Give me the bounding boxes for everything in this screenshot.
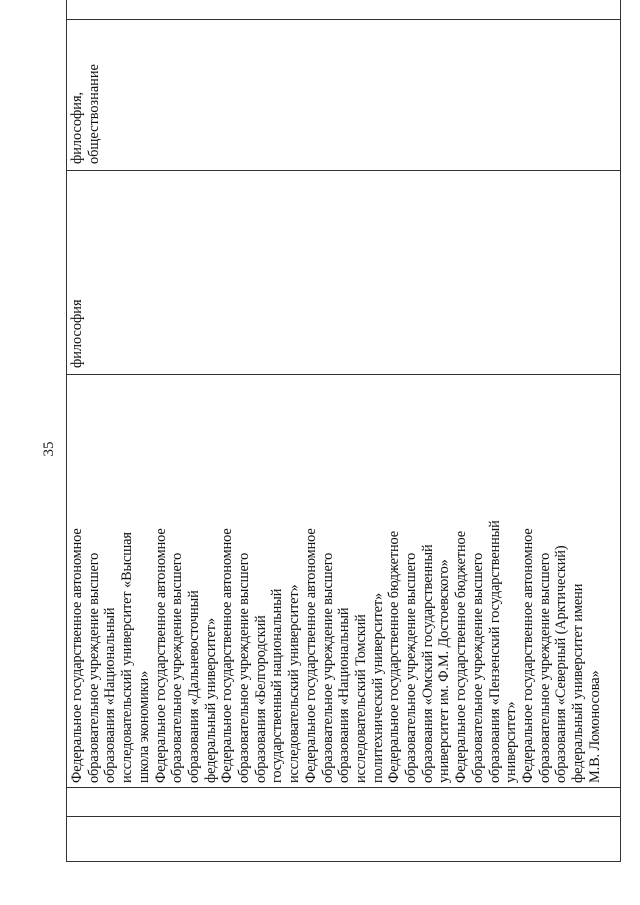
organization-line: образования «Омский государственный (419, 544, 436, 783)
table-row (67, 0, 621, 862)
organization-line: университет» (503, 701, 520, 783)
empty-cell (67, 817, 621, 862)
organization-line: исследовательский Томский (352, 614, 369, 783)
organization-line: М.В. Ломоносова» (586, 670, 603, 783)
page-number: 35 (41, 441, 57, 457)
organization-line: образования «Дальневосточный (185, 590, 202, 783)
organization-line: образовательное учреждение высшего (236, 552, 253, 783)
empty-cell (67, 788, 621, 817)
organization-line: государственный национальный (269, 588, 286, 783)
organization-line: образования «Пензенский государственный (486, 520, 503, 783)
organization-line: образования «Северный (Арктический) (553, 545, 570, 783)
mark-text (69, 0, 101, 15)
organization-line: Федеральное государственное автономное (519, 528, 536, 783)
organization-line: образовательное учреждение высшего (169, 552, 186, 783)
organization-line: Федеральное государственное автономное (152, 528, 169, 783)
subject-line: обществознание (85, 64, 102, 164)
organization-line: Федеральное государственное бюджетное (386, 531, 403, 783)
organization-line: политехнический университет» (369, 592, 386, 783)
organizations-list (69, 379, 604, 783)
organization-line: исследовательский университет «Высшая (119, 532, 136, 783)
subject-line: философия, (69, 91, 85, 164)
organization-line: образования «Национальный (102, 607, 119, 783)
science-cell (67, 171, 621, 375)
data-table (66, 0, 621, 862)
organization-line: школа экономики» (135, 670, 152, 783)
subjects-text (69, 24, 102, 166)
organization-line: образовательное учреждение высшего (536, 552, 553, 783)
subjects-cell (67, 20, 621, 171)
organization-line: Федеральное государственное автономное (219, 528, 236, 783)
organization-line: образовательное учреждение высшего (403, 552, 420, 783)
organization-line: образовательное учреждение высшего (85, 552, 102, 783)
organization-line: федеральный университет» (202, 618, 219, 783)
organization-line: образовательное учреждение высшего (469, 552, 486, 783)
organizations-cell (67, 375, 621, 788)
organization-line: Федеральное государственное автономное (69, 528, 85, 783)
organization-line: Федеральное государственное автономное (302, 528, 319, 783)
organization-line: исследовательский университет» (286, 584, 303, 783)
organization-line: образования «Белгородский (252, 615, 269, 783)
organization-line: Федеральное государственное бюджетное (453, 531, 470, 783)
organization-line: образовательное учреждение высшего (319, 552, 336, 783)
rotated-table-wrapper (66, 22, 621, 862)
organization-line: университет им. Ф.М. Достоевского» (436, 559, 453, 783)
organization-line: образования «Национальный (336, 607, 353, 783)
organization-line: федеральный университет имени (570, 583, 587, 783)
science-text: философия (69, 299, 85, 368)
mark-cell (67, 0, 621, 20)
